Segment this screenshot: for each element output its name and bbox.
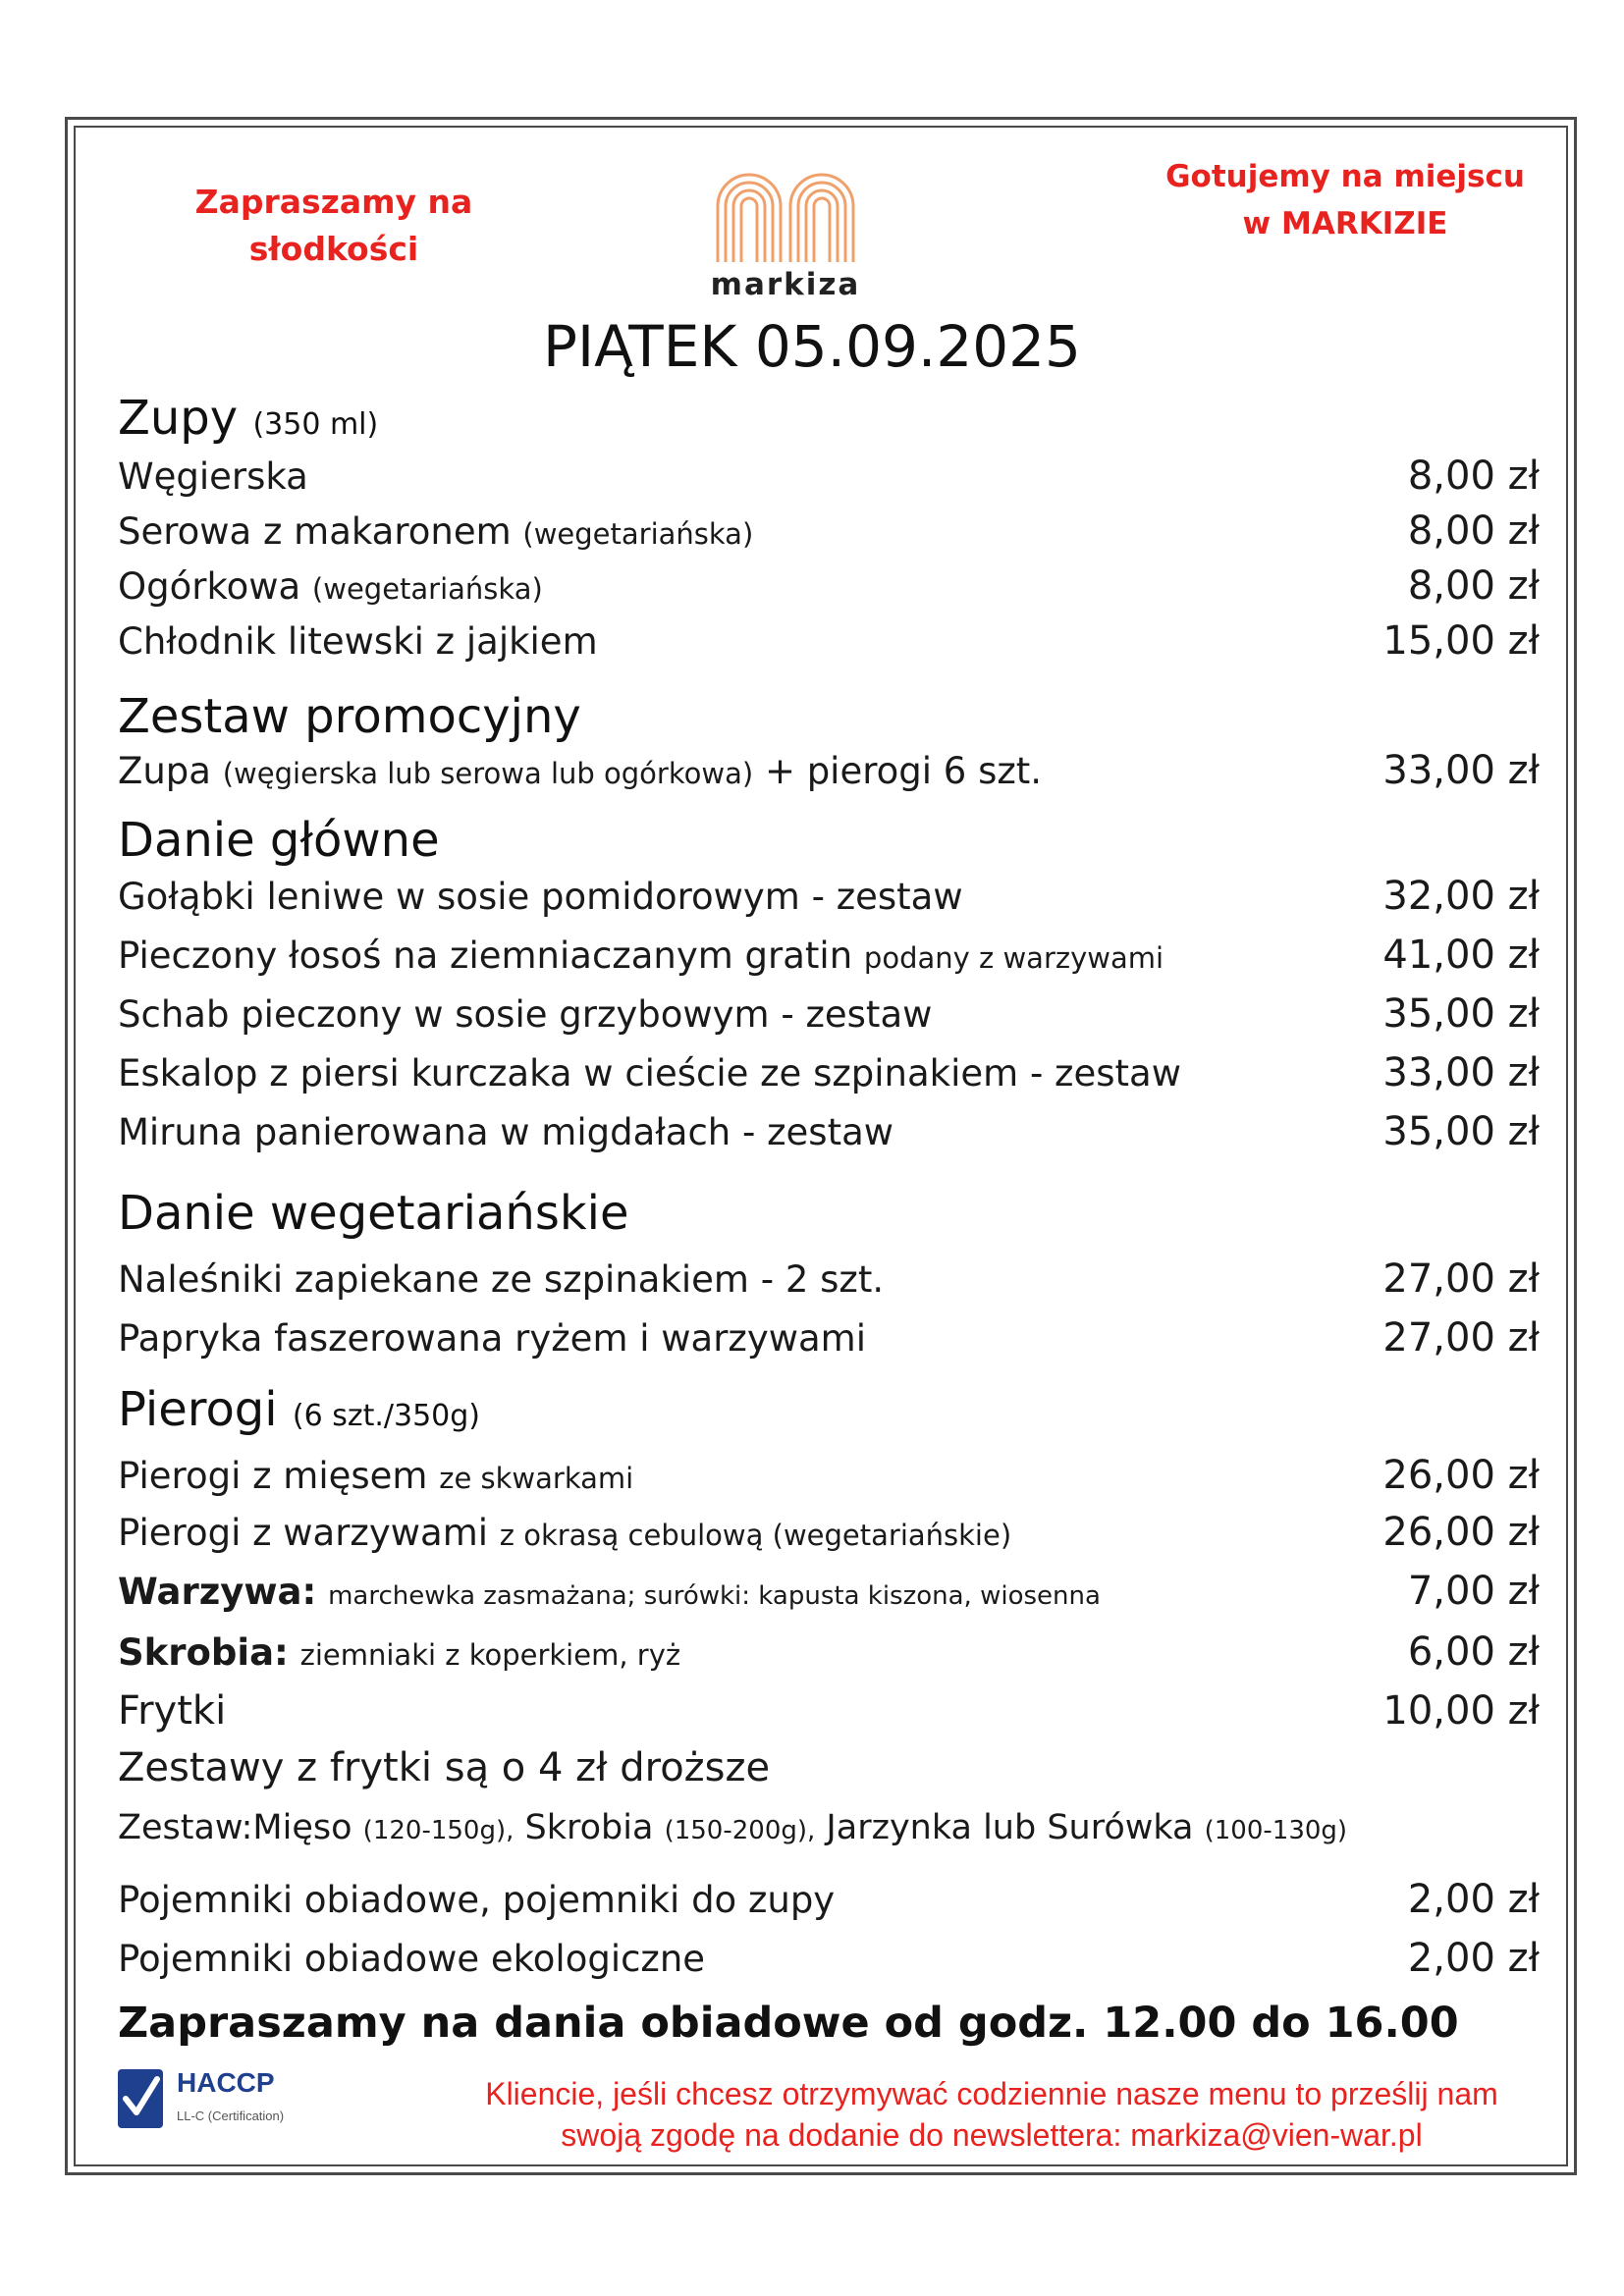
newsletter-line-1: Kliencie, jeśli chcesz otrzymywać codziennie nasze menu to prześlij nam — [485, 2076, 1498, 2111]
menu-item — [118, 1256, 1540, 1306]
markiza-logo-icon — [712, 162, 859, 265]
item-price: 27,00 zł — [1382, 1256, 1540, 1302]
section-promo-title: Zestaw promocyjny — [118, 689, 581, 744]
menu-item — [118, 748, 1540, 797]
item-name-wrap — [118, 1455, 633, 1497]
item-price: 33,00 zł — [1382, 748, 1540, 793]
haccp-badge — [116, 2067, 332, 2130]
item-name: Pojemniki obiadowe, pojemniki do zupy — [118, 1879, 836, 1921]
sweets-note — [177, 179, 491, 273]
item-note: ze skwarkami — [439, 1462, 634, 1495]
menu-item — [118, 454, 1540, 503]
item-name: Pierogi z warzywami — [118, 1512, 489, 1554]
menu-item — [118, 1050, 1540, 1099]
sweets-note-line-2: słodkości — [248, 230, 419, 268]
item-note: (wegetariańska) — [311, 572, 543, 606]
section-zupy-note: (350 ml) — [252, 407, 379, 442]
markiza-logo — [707, 162, 864, 302]
side-label: Skrobia: — [118, 1631, 289, 1674]
opening-hours: Zapraszamy na dania obiadowe od godz. 12.00 do 16.00 — [118, 1999, 1459, 2048]
cooking-note-line-2: w MARKIZIE — [1242, 206, 1448, 241]
menu-item — [118, 1936, 1540, 1985]
section-pierogi — [118, 1382, 480, 1437]
haccp-check-icon — [116, 2067, 165, 2130]
item-note: (wegetariańska) — [522, 517, 754, 551]
side-note: ziemniaki z koperkiem, ryż — [299, 1638, 681, 1672]
newsletter-note — [432, 2073, 1551, 2156]
section-zupy-title: Zupy — [118, 391, 239, 446]
menu-item — [118, 618, 1540, 667]
item-name-wrap — [118, 934, 1164, 977]
section-zupy — [118, 391, 378, 446]
item-price: 26,00 zł — [1382, 1453, 1540, 1498]
item-price: 32,00 zł — [1382, 874, 1540, 919]
item-name: Schab pieczony w sosie grzybowym - zestaw — [118, 993, 933, 1036]
newsletter-line-2: swoją zgodę na dodanie do newslettera: markiza@vien-war.pl — [561, 2117, 1423, 2153]
item-note: (węgierska lub serowa lub ogórkowa) — [222, 757, 754, 790]
zestaw-part-note: (120-150g), — [362, 1816, 514, 1845]
zestaw-part-note: (100-130g) — [1204, 1816, 1348, 1845]
item-name: Gołąbki leniwe w sosie pomidorowym - zestaw — [118, 876, 963, 918]
item-price: 8,00 zł — [1407, 508, 1540, 554]
item-name: Papryka faszerowana ryżem i warzywami — [118, 1317, 867, 1360]
item-price: 33,00 zł — [1382, 1050, 1540, 1095]
side-note: marchewka zasmażana; surówki: kapusta kiszona, wiosenna — [328, 1581, 1101, 1611]
menu-item — [118, 1109, 1540, 1158]
item-price: 35,00 zł — [1382, 1109, 1540, 1154]
item-price: 2,00 zł — [1407, 1936, 1540, 1981]
item-name: Miruna panierowana w migdałach - zestaw — [118, 1111, 894, 1153]
item-price: 6,00 zł — [1407, 1629, 1540, 1675]
item-note: z okrasą cebulową (wegetariańskie) — [499, 1519, 1012, 1552]
menu-item — [118, 563, 1540, 613]
side-frytki — [118, 1688, 1540, 1737]
menu-item — [118, 1877, 1540, 1926]
item-name-wrap — [118, 750, 1042, 792]
cooking-note-line-1: Gotujemy na miejscu — [1165, 159, 1525, 194]
item-price: 10,00 zł — [1382, 1688, 1540, 1734]
side-warzywa — [118, 1569, 1540, 1618]
menu-item — [118, 991, 1540, 1041]
item-name: Pieczony łosoś na ziemniaczanym gratin — [118, 934, 853, 977]
item-price: 41,00 zł — [1382, 933, 1540, 978]
menu-item — [118, 933, 1540, 982]
item-price: 2,00 zł — [1407, 1877, 1540, 1922]
zestaw-part: Jarzynka lub Surówka — [826, 1808, 1194, 1847]
zestaw-part: Zestaw:Mięso — [118, 1808, 352, 1847]
item-name: Ogórkowa — [118, 565, 301, 608]
item-name: Chłodnik litewski z jajkiem — [118, 620, 598, 663]
logo-wordmark: markiza — [710, 267, 861, 302]
zestaw-part: Skrobia — [524, 1808, 654, 1847]
sweets-note-line-1: Zapraszamy na — [194, 183, 473, 221]
item-name: Pierogi z mięsem — [118, 1455, 428, 1497]
menu-item — [118, 1315, 1540, 1364]
item-name-wrap — [118, 1571, 1101, 1613]
haccp-subtitle: LL-C (Certification) — [177, 2109, 285, 2123]
item-name-wrap — [118, 1512, 1011, 1554]
item-name: Naleśniki zapiekane ze szpinakiem - 2 szt. — [118, 1258, 885, 1301]
item-name-wrap — [118, 565, 543, 608]
section-glowne-title: Danie główne — [118, 813, 440, 868]
item-price: 8,00 zł — [1407, 563, 1540, 609]
side-label: Warzywa: — [118, 1571, 317, 1613]
item-name: Węgierska — [118, 455, 308, 498]
section-wege-title: Danie wegetariańskie — [118, 1186, 629, 1241]
section-pierogi-note: (6 szt./350g) — [292, 1399, 480, 1433]
item-price: 27,00 zł — [1382, 1315, 1540, 1361]
section-pierogi-title: Pierogi — [118, 1382, 278, 1437]
side-skrobia — [118, 1629, 1540, 1679]
zestaw-part-note: (150-200g), — [664, 1816, 816, 1845]
item-name: Serowa z makaronem — [118, 510, 512, 553]
item-name-wrap — [118, 1631, 680, 1674]
item-price: 15,00 zł — [1382, 618, 1540, 664]
day-title: PIĄTEK 05.09.2025 — [543, 313, 1081, 380]
haccp-title: HACCP — [177, 2067, 275, 2098]
item-name: Eskalop z piersi kurczaka w cieście ze szpinakiem - zestaw — [118, 1052, 1181, 1095]
item-price: 8,00 zł — [1407, 454, 1540, 499]
menu-item — [118, 1510, 1540, 1559]
item-note: podany z warzywami — [863, 941, 1164, 975]
item-name: Pojemniki obiadowe ekologiczne — [118, 1938, 706, 1980]
item-name: Zupa — [118, 750, 211, 792]
item-price: 35,00 zł — [1382, 991, 1540, 1037]
zestaw-composition — [118, 1808, 1347, 1847]
item-name-extra: + pierogi 6 szt. — [764, 750, 1043, 792]
cooking-note — [1139, 153, 1551, 247]
menu-item — [118, 1453, 1540, 1502]
item-price: 26,00 zł — [1382, 1510, 1540, 1555]
menu-item — [118, 874, 1540, 923]
item-price: 7,00 zł — [1407, 1569, 1540, 1614]
menu-item — [118, 508, 1540, 558]
frytki-note: Zestawy z frytki są o 4 zł droższe — [118, 1745, 771, 1790]
side-label: Frytki — [118, 1688, 227, 1734]
item-name-wrap — [118, 510, 753, 553]
